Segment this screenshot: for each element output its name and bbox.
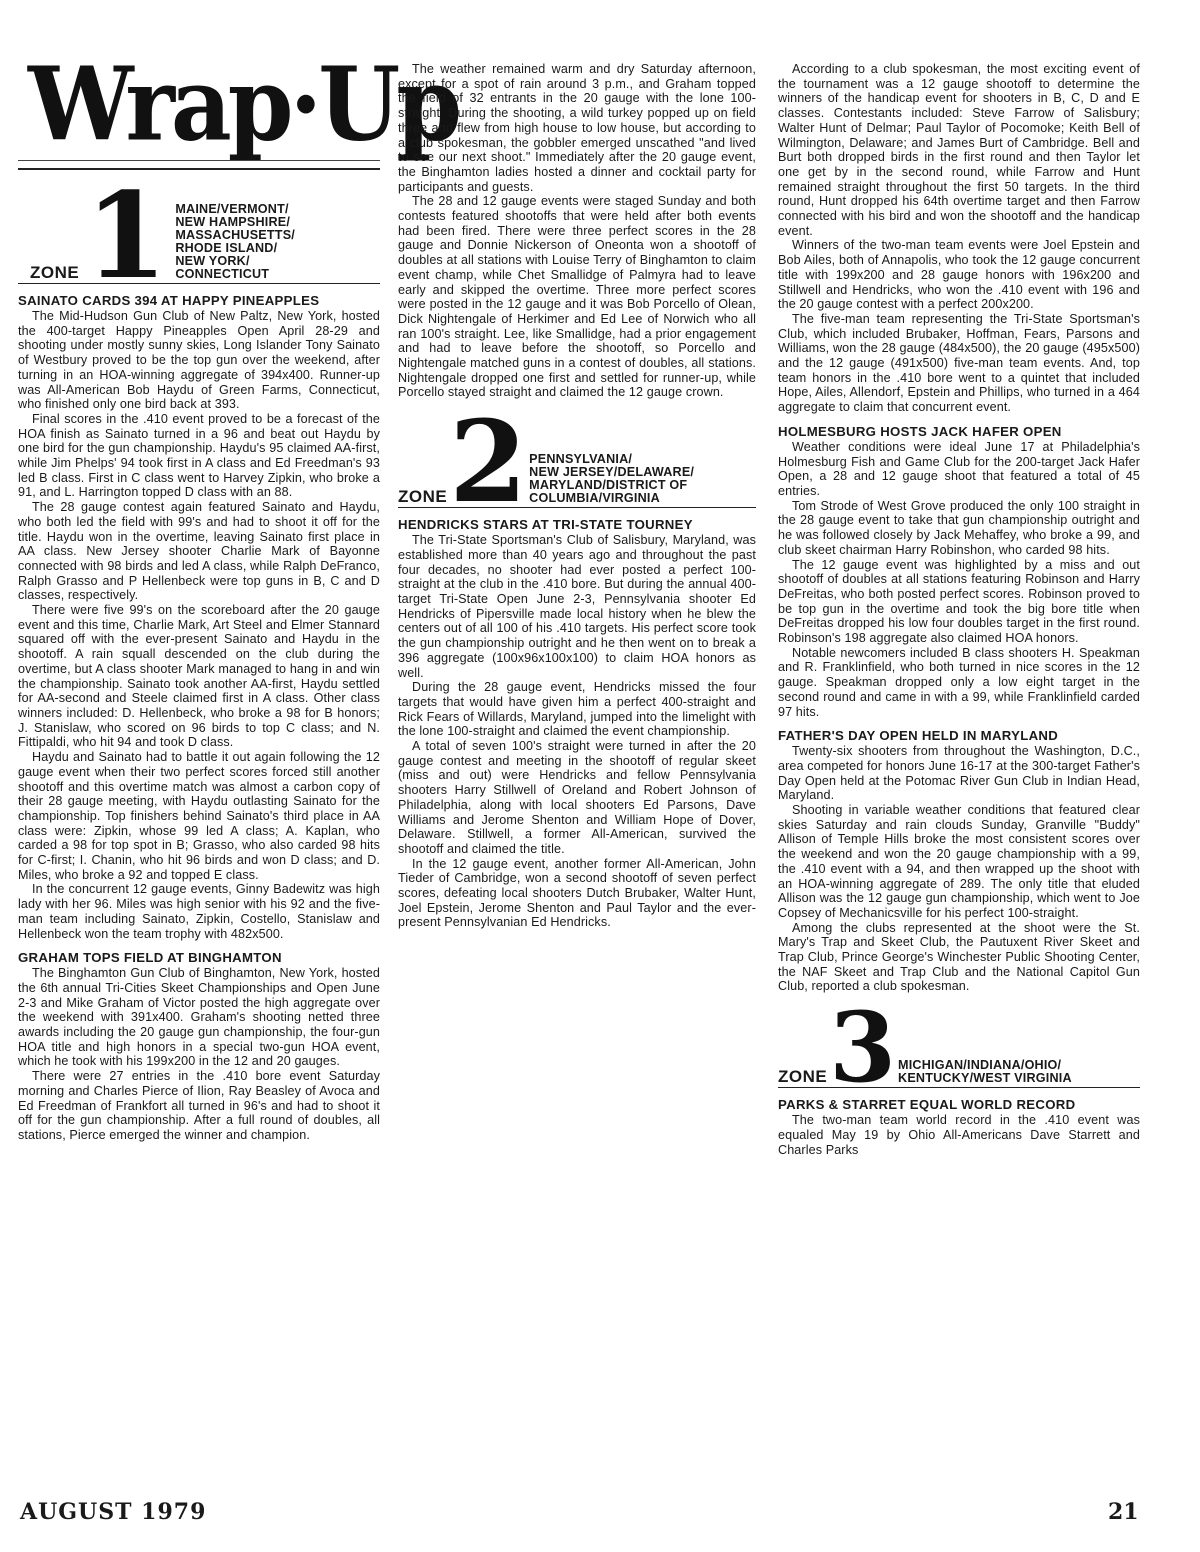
article-paragraph: According to a club spokesman, the most exciting event of the tournament was a 12 gauge shootoff to determine the winners of the handicap event for shooters in B, C, D and E classes. Contestants included: Steve Farrow of Salisbury; Walter Hunt of Delmar; Paul Taylor of Pocomoke; Keith Bell of Wilmington, Delaware; and James Burt of Cambridge. Bell and Burt both dropped birds in the first round and then Taylor let one get by in the second round, while Farrow and Hunt remained straight throughout the first 50 targets. In the third round, Hunt dropped his 64th overtime target and then Farrow connected with his bird and won the shootoff and the handicap event. [778,62,1140,238]
article-paragraph: Shooting in variable weather conditions that featured clear skies Saturday and rain clouds Sunday, Granville "Buddy" Allison of Temple Hills broke the most consistent scores over the weekend and won the 20 gauge championship with a 99, the .410 event with a 94, and then wrapped up the shoot with an HOA-winning aggregate of 289. The only title that eluded Allison was the 12 gauge gun championship, which went to Joe Copsey of Mechanicsville for his perfect 100-straight. [778,803,1140,920]
article-headline: HENDRICKS STARS AT TRI-STATE TOURNEY [398,517,693,533]
article-headline: SAINATO CARDS 394 AT HAPPY PINEAPPLES [18,293,320,308]
zone-2-state: NEW JERSEY/DELAWARE/ [529,465,695,480]
zone-3-states [898,1059,1072,1087]
zone-1-state: MASSACHUSETTS/ [175,228,295,242]
zone-1-number: 1 [85,165,168,305]
zone-2-label: ZONE [398,487,448,507]
article-paragraph: The five-man team representing the Tri-State Sportsman's Club, which included Brubaker, Hoffman, Fears, Parsons and Williams, won the 28 gauge (484x500), the 20 gauge (495x500) and the 12 gauge (491x500) five-man team events. And, top team honors in the .410 bore went to a quintet that included Hope, Ailes, Allendorf, Epstein and Phillips, who turned in a 464 aggregate to claim that concurrent event. [778,311,1140,415]
column-3 [778,62,1140,1157]
article-paragraph: There were 27 entries in the .410 bore event Saturday morning and Charles Pierce of Ilion, Ray Beasley of Avoca and Ed Freedman of Frankfort all turned in 96's and had to shoot it off for the gun championship. After a full round of doubles, all stations, Pierce emerged the winner and champion. [18,1069,380,1142]
article-paragraph: During the 28 gauge event, Hendricks missed the four targets that would have given him a perfect 400-straight and Rick Fears of Willards, Maryland, jumped into the limelight with the lone 100-straight and claimed the event championship. [398,680,756,739]
article-paragraph: The 12 gauge event was highlighted by a miss and out shootoff of doubles at all stations featuring Robinson and Harry DeFreitas, who both posted perfect scores. Robinson proved to be top gun in the overtime and took the big bore title when DeFreitas dropped his low four doubles target in the first round. Robinson's 198 aggregate also claimed HOA honors. [778,557,1140,646]
article-headline: FATHER'S DAY OPEN HELD IN MARYLAND [778,728,1059,744]
article-paragraph: The two-man team world record in the .410 event was equaled May 19 by Ohio All-Americans Dave Starrett and Charles Parks [778,1113,1140,1157]
column-1 [18,45,458,1143]
article-paragraph: Among the clubs represented at the shoot were the St. Mary's Trap and Skeet Club, the Pautuxent River Skeet and Trap Club, Prince George's Winchester Public Shooting Center, the NAF Skeet and Trap Club and the National Capitol Gun Club, reported a club spokesman. [778,920,1140,994]
article-headline: HOLMESBURG HOSTS JACK HAFER OPEN [778,423,1062,439]
article-paragraph: Notable newcomers included B class shooters H. Speakman and R. Franklinfield, who both turned in nice scores in the 12 gauge. Speakman dropped only a low eight target in the second round and came in with a 99, while Franklinfield carded 97 hits. [778,645,1140,719]
article-paragraph: Weather conditions were ideal June 17 at Philadelphia's Holmesburg Fish and Game Club for the 200-target Jack Hafer Open, a 28 and 12 gauge shoot that featured a total of 45 entries. [778,439,1140,498]
article-paragraph: Tom Strode of West Grove produced the only 100 straight in the 28 gauge event to take that gun championship outright and he was followed closely by Jack Mehaffey, who broke a 99, and club skeet chairman Harry Robinshon, who carded 98 hits. [778,498,1140,557]
zone-3-number: 3 [829,991,897,1105]
article-paragraph: The Binghamton Gun Club of Binghamton, New York, hosted the 6th annual Tri-Cities Skeet Championships and Open June 2-3 and Mike Graham of Victor posted the high aggregate over the weekend with 391x400. Graham's shooting netted three awards including the 20 gauge gun championship, the four-gun HOA title and high honors in a special two-gun HOA event, which he took with his 199x200 in the 12 and 20 gauges. [18,966,380,1069]
zone-3-label: ZONE [778,1067,828,1087]
zone-1-states [175,203,295,283]
article-headline: GRAHAM TOPS FIELD AT BINGHAMTON [18,950,282,966]
zone-1-state: CONNECTICUT [175,267,270,281]
article-paragraph: The Tri-State Sportsman's Club of Salisbury, Maryland, was established more than 40 years ago and throughout the past four decades, no shooter had ever posted a perfect 100-straight at the club in the .410 bore. But during the annual 400-target Tri-State Open June 2-3, Pennsylvania shooter Ed Hendricks of Pipersville made local history when he blew the centers out of all 100 of his .410 targets. His perfect score took the gun championship outright and he then went on to break a 396 aggregate (100x96x100x100) to claim HOA honors as well. [398,533,756,680]
article-paragraph: In the concurrent 12 gauge events, Ginny Badewitz was high lady with her 96. Miles was high senior with his 92 and the five-man team including Sainato, Zipkin, Costello, Stanislaw and Hellenbeck won the team trophy with 482x500. [18,882,380,941]
zone-2-state: MARYLAND/DISTRICT OF [529,478,688,493]
zone-2-states [529,453,694,507]
article-paragraph: Haydu and Sainato had to battle it out again following the 12 gauge event when their two perfect scores forced still another shootoff and this overtime match was almost a carbon copy of their 28 gauge meeting, with Haydu outlasting Sainato for the championship. Top finishers behind Sainato's third place in AA class were: Zipkin, whose 99 led A class; A. Kaplan, who carded a 98 for top spot in B; Grasso, who also carded 98 hits for C-first; I. Chanin, who hit 96 birds and won D class; and D. Miles, who broke a 92 and topped E class. [18,750,380,882]
masthead-title: Wrap·Up [28,45,458,165]
zone-1-state: NEW HAMPSHIRE/ [175,215,291,229]
masthead-rule [18,160,380,161]
article-paragraph: Twenty-six shooters from throughout the Washington, D.C., area competed for honors June 16-17 at the 300-target Father's Day Open held at the Potomac River Gun Club in Indian Head, Maryland. [778,744,1140,803]
zone-3-state: MICHIGAN/INDIANA/OHIO/ [898,1058,1062,1073]
article-paragraph: The 28 and 12 gauge events were staged Sunday and both contests featured shootoffs that were held after both events had been fired. There were three perfect scores in the 28 gauge and Donnie Nickerson of Oneonta won a shootoff of doubles at all stations with Louise Terry of Binghamton to claim event champ, while Chet Smallidge of Palmyra had to leave early and skipped the overtime. Three more perfect scores were posted in the 12 gauge and it was Bob Porcello of Olean, Dick Nightengale of Herkimer and Ed Lee of Norwich who all ran 100's straight. Lee, like Smallidge, had a prior engagement and had to leave before the shootoff, so Porcello and Nightengale matched guns in a contest of doubles, all stations. Nightengale dropped one first and settled for runner-up, while Porcello stayed straight and claimed the 12 gauge crown. [398,194,756,400]
article-paragraph: There were five 99's on the scoreboard after the 20 gauge event and this time, Charlie Mark, Art Steel and Elmer Stannard squared off with the ever-present Sainato and Haydu in the shootoff. A rain squall descended on the club during the overtime, but A class shooter Mark managed to hang in and win the championship. Sainato took another AA-first, Haydu settled for AA-second and Steele claimed first in A class. Other class winners included: D. Hellenbeck, who broke a 98 for B honors; J. Stanislaw, who scored on 96 birds to top C class; and N. Fittipaldi, who hit 94 and took D class. [18,603,380,750]
article-paragraph: A total of seven 100's straight were turned in after the 20 gauge contest and meeting in the shootoff of regular skeet (miss and out) were Hendricks and fellow Pennsylvania shooters Harry Stillwell of Oreland and Robert Johnson of Philadelphia, along with local shooters Ed Parsons, Dave Williams and Jerome Shenton and William Hope of Dover, Delaware. Stillwell, a former All-American, survived the shootoff and claimed the title. [398,739,756,856]
article-paragraph: Winners of the two-man team events were Joel Epstein and Bob Ailes, both of Annapolis, who took the 12 gauge concurrent title with 199x200 and 28 gauge honors with 196x200 and Stillwell and Hendricks, who won the .410 event with 196 and the 20 gauge contest with a perfect 200x200. [778,238,1140,312]
zone-1-state: RHODE ISLAND/ [175,241,278,255]
zone-1-state: NEW YORK/ [175,254,250,268]
zone-2-state: COLUMBIA/VIRGINIA [529,491,660,506]
masthead [18,45,458,170]
article-paragraph: The weather remained warm and dry Saturday afternoon, except for a spot of rain around 3 p.m., and Graham topped the field of 32 entrants in the 20 gauge with the lone 100-straight. During the shooting, a wild turkey popped up on field three and flew from high house to low house, but according to a club spokesman, the gobbler emerged unscathed "and lived to see our next shoot." Immediately after the 20 gauge event, the Binghamton ladies hosted a dinner and cocktail party for participants and guests. [398,62,756,194]
zone-3-state: KENTUCKY/WEST VIRGINIA [898,1071,1072,1086]
column-2 [398,62,756,930]
zone-2-number: 2 [449,396,528,528]
article-headline: PARKS & STARRET EQUAL WORLD RECORD [778,1097,1076,1113]
issue-date: AUGUST 1979 [20,1499,207,1525]
zone-1-label: ZONE [30,263,80,282]
article-paragraph: The Mid-Hudson Gun Club of New Paltz, New York, hosted the 400-target Happy Pineapples Open April 28-29 and shooting under mostly sunny skies, Long Islander Tony Sainato of Westbury proved to be the top gun over the weekend, after turning in an HOA-winning aggregate of 394x400. Runner-up was All-American Bob Haydu of Green Farms, Connecticut, who finished only one bird back at 393. [18,309,380,412]
zone-2-state: PENNSYLVANIA/ [529,452,633,467]
article-paragraph: The 28 gauge contest again featured Sainato and Haydu, who both led the field with 99's and had to shoot it off for the title. Haydu won in the overtime, leaving Sainato first place in AA class. New Jersey shooter Charlie Mark of Bayonne connected with 98 birds and led A class, while Ralph DeFranco, Ralph Grasso and P Hellenbeck were top guns in B, C and D classes, respectively. [18,500,380,603]
page-number: 21 [1108,1499,1139,1525]
zone-1-state: MAINE/VERMONT/ [175,202,289,216]
article-paragraph: Final scores in the .410 event proved to be a forecast of the HOA finish as Sainato turned in a 96 and beat out Haydu by one bird for the gun championship. Haydu's 95 claimed AA-first, while Jim Phelps' 94 took first in A class and Ed Freedman's 93 led B class. First in C class went to Harvey Zipkin, who broke a 91, and L. Harrington topped D class with an 88. [18,411,380,500]
article-paragraph: In the 12 gauge event, another former All-American, John Tieder of Cambridge, won a second shootoff of seven perfect scores, defeating local shooters Dutch Brubaker, Walter Hunt, Joel Epstein, Jerome Shenton and Paul Taylor and the ever-present Pennsylvanian Ed Hendricks. [398,856,756,930]
